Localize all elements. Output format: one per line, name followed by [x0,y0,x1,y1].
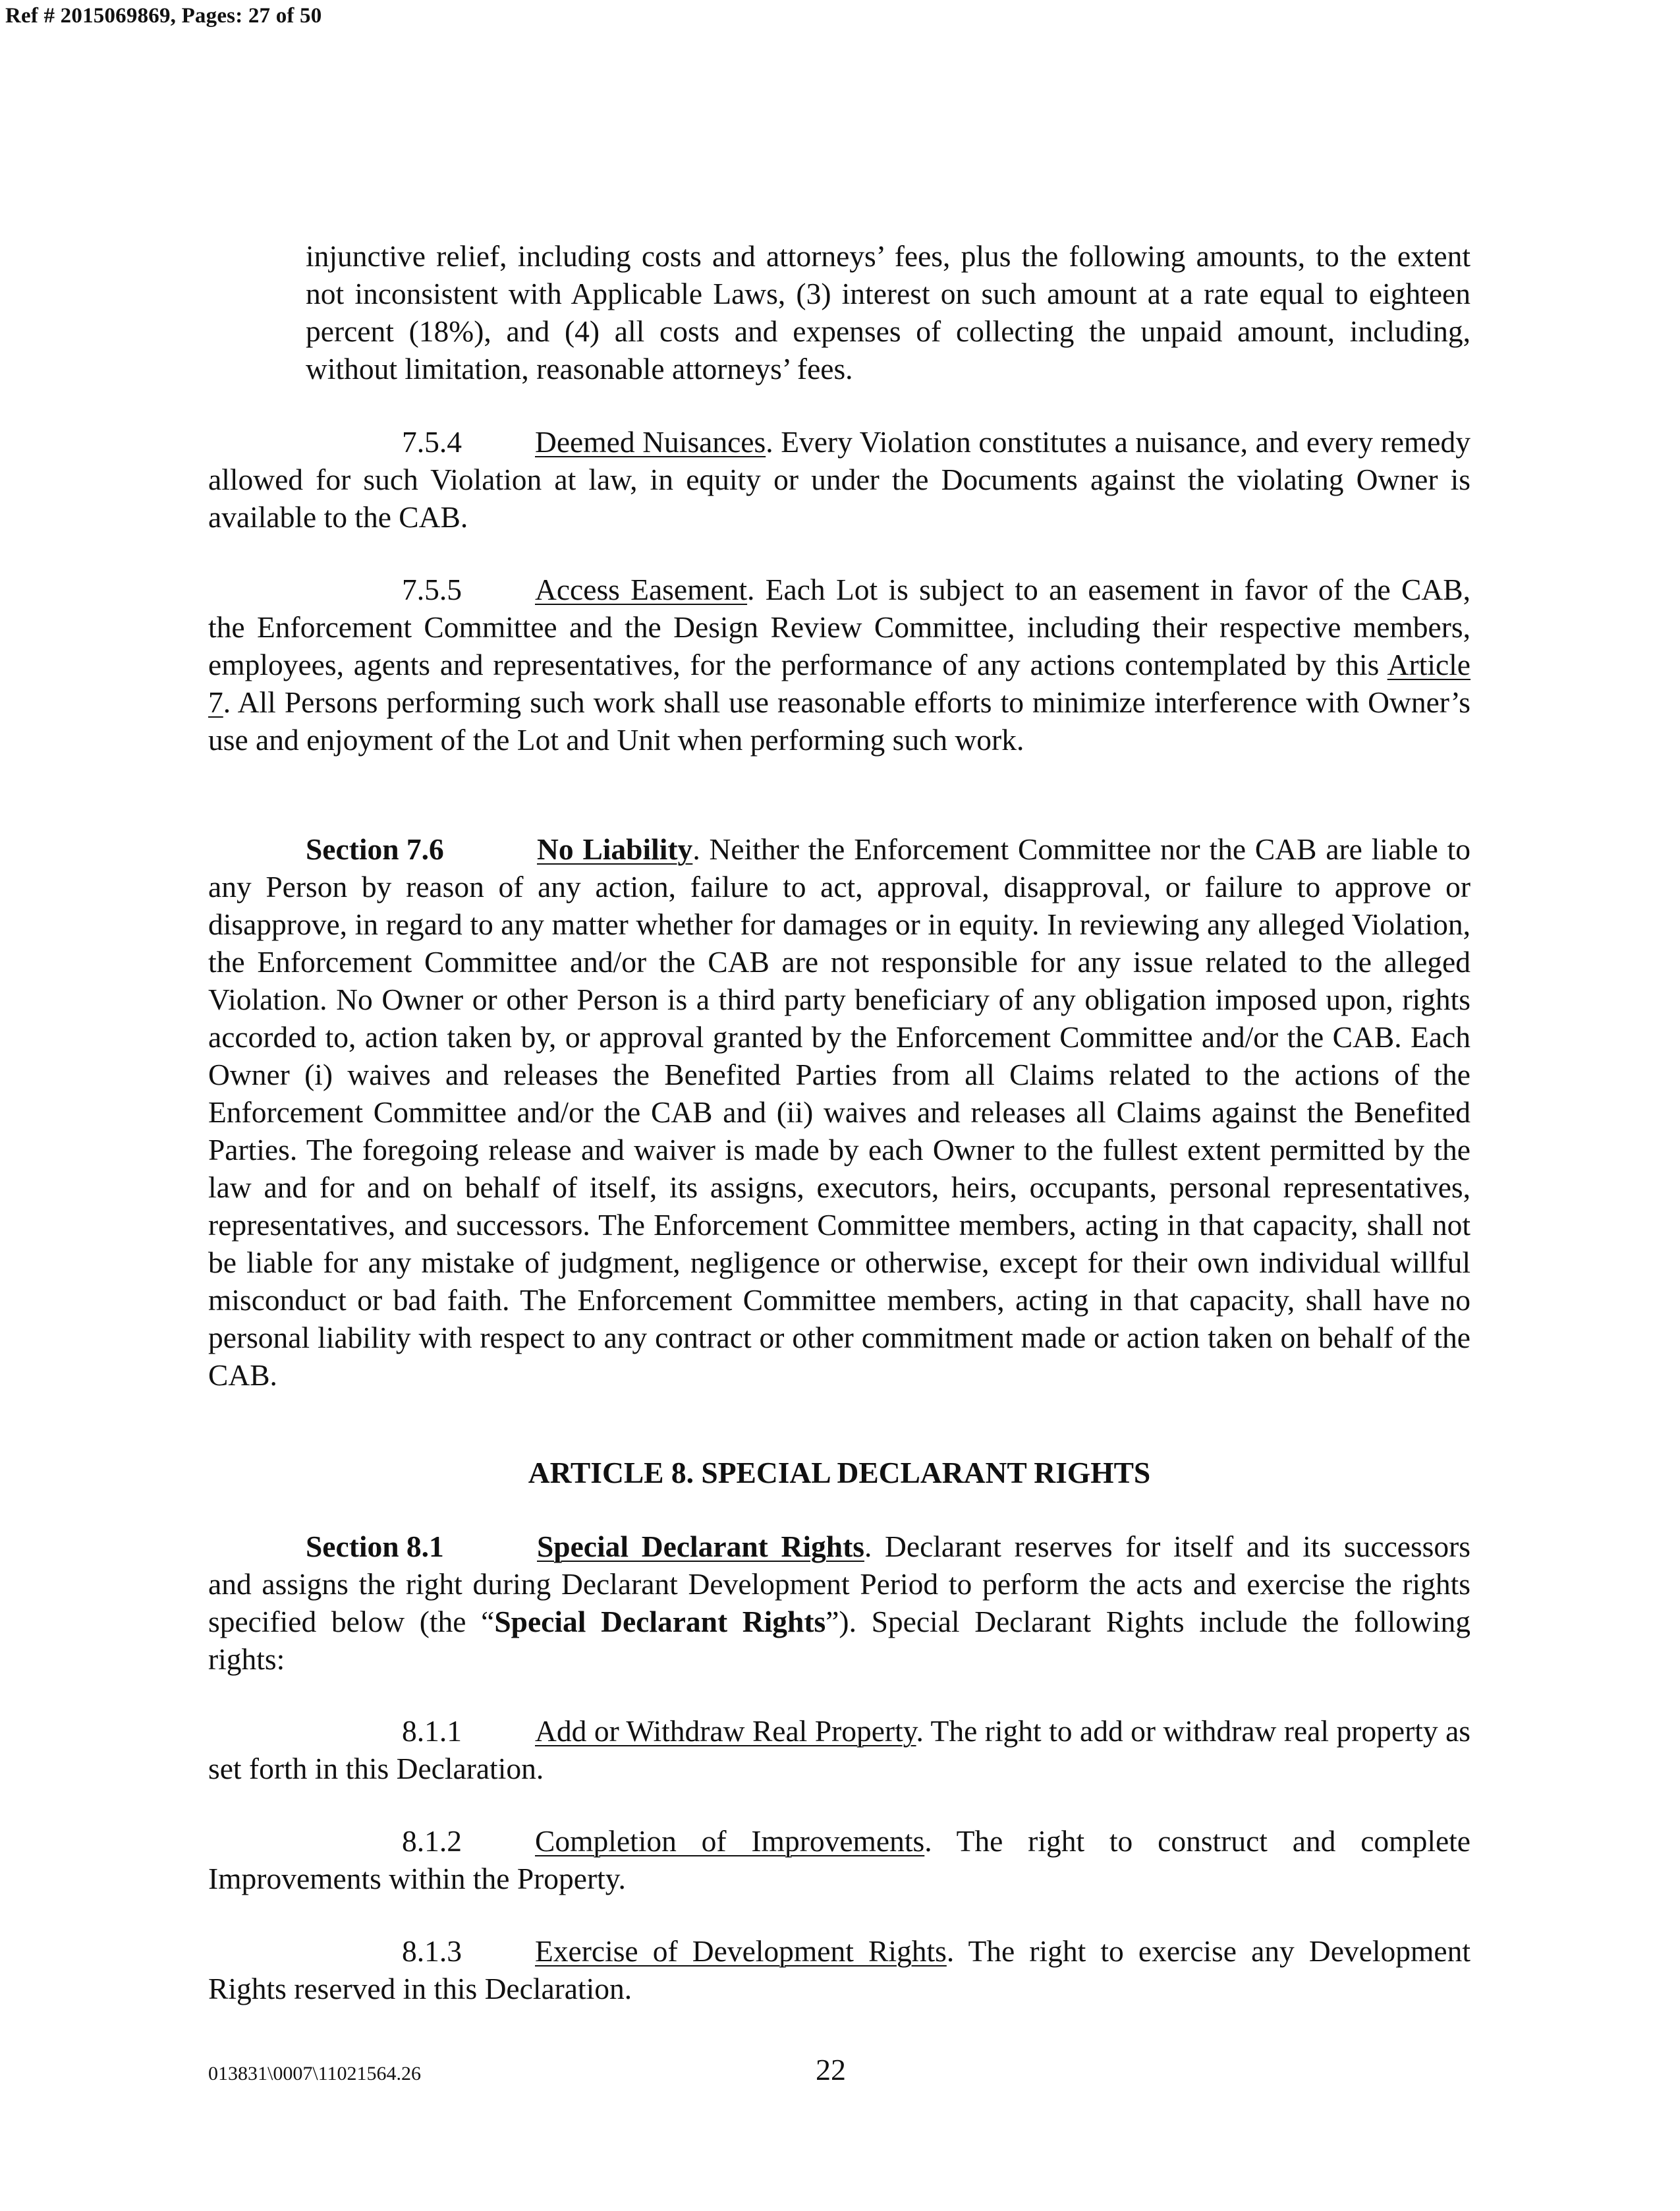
article-8-heading: ARTICLE 8. SPECIAL DECLARANT RIGHTS [528,1456,1151,1489]
section-text: . Neither the Enforcement Committee nor the CAB are liable to any Person by reason of any action, failure to act, approval, disapproval, or failure to approve or disapprove, in regard to any matter whether for damages or in equity. In reviewing any alleged Violation, the Enforcement Committee and/or the CAB are not responsible for any issue related to the alleged Violation. No Owner or other Person is a third party beneficiary of any obligation imposed upon, rights accorded to, action taken by, or approval granted by the Enforcement Committee and/or the CAB. Each Owner (i) waives and releases the Benefited Parties from all Claims related to the actions of the Enforcement Committee and/or the CAB and (ii) waives and releases all Claims against the Benefited Parties. The foregoing release and waiver is made by each Owner to the fullest extent permitted by the law and for and on behalf of itself, its assigns, executors, heirs, occupants, personal representatives, representatives, and successors. The Enforcement Committee members, acting in that capacity, shall not be liable for any mistake of judgment, negligence or otherwise, except for their own individual willful misconduct or bad faith. The Enforcement Committee members, acting in that capacity, shall have no personal liability with respect to any contract or other commitment made or action taken on behalf of the CAB. [208,832,1470,1392]
clause-number: 8.1.2 [402,1824,462,1858]
clause-title: Completion of Improvements [535,1824,925,1858]
paragraph-8-1-1 [208,1712,1470,1787]
clause-title: Exercise of Development Rights [535,1934,947,1968]
paragraph-7-5-5 [208,571,1470,759]
clause-title: Access Easement [535,573,748,606]
defined-term: Special Declarant Rights [494,1605,826,1638]
clause-text-continued: . All Persons performing such work shall use reasonable efforts to minimize interference with Owner’s use and enjoyment of the Lot and Unit when performing such work. [208,685,1470,757]
clause-number: 8.1.3 [402,1934,462,1968]
article-7-reference: Article 7 [208,648,1470,719]
section-title: Special Declarant Rights [537,1530,864,1563]
clause-title: Deemed Nuisances [535,425,766,459]
section-text-continued: ”). Special Declarant Rights include the following rights: [208,1605,1470,1676]
section-8-1 [208,1528,1470,1678]
clause-number: 7.5.5 [402,573,462,606]
section-number: Section 8.1 [306,1530,444,1563]
section-text: . Declarant reserves for itself and its successors and assigns the right during Declarant Development Period to perform the acts and exercise the rights specified below (the “ [208,1530,1470,1638]
section-title: No Liability [537,832,693,866]
clause-text: . Each Lot is subject to an easement in favor of the CAB, the Enforcement Committee and the Design Review Committee, including their respective members, employees, agents and representatives, for the performance of any actions contemplated by this [208,573,1470,681]
page-number: 22 [816,2053,846,2086]
clause-text: . Every Violation constitutes a nuisance, and every remedy allowed for such Violation at law, in equity or under the Documents against the violating Owner is available to the CAB. [208,425,1470,534]
section-7-6 [208,830,1470,1394]
clause-number: 7.5.4 [402,425,462,459]
continued-paragraph: injunctive relief, including costs and attorneys’ fees, plus the following amounts, to the extent not inconsistent with Applicable Laws, (3) interest on such amount at a rate equal to eighteen percent (18%), and (4) all costs and expenses of collecting the unpaid amount, including, without limitation, reasonable attorneys’ fees. [306,239,1470,386]
paragraph-8-1-2 [208,1822,1470,1897]
paragraph-7-5-4 [208,423,1470,536]
clause-text: . The right to construct and complete Improvements within the Property. [208,1824,1470,1895]
clause-title: Add or Withdraw Real Property [535,1714,916,1748]
reference-header: Ref # 2015069869, Pages: 27 of 50 [5,4,322,28]
clause-number: 8.1.1 [402,1714,462,1748]
clause-text: . The right to add or withdraw real property as set forth in this Declaration. [208,1714,1470,1785]
section-number: Section 7.6 [306,832,444,866]
paragraph-8-1-3 [208,1932,1470,2007]
clause-text: . The right to exercise any Development Rights reserved in this Declaration. [208,1934,1470,2005]
document-code: 013831\0007\11021564.26 [208,2063,422,2084]
